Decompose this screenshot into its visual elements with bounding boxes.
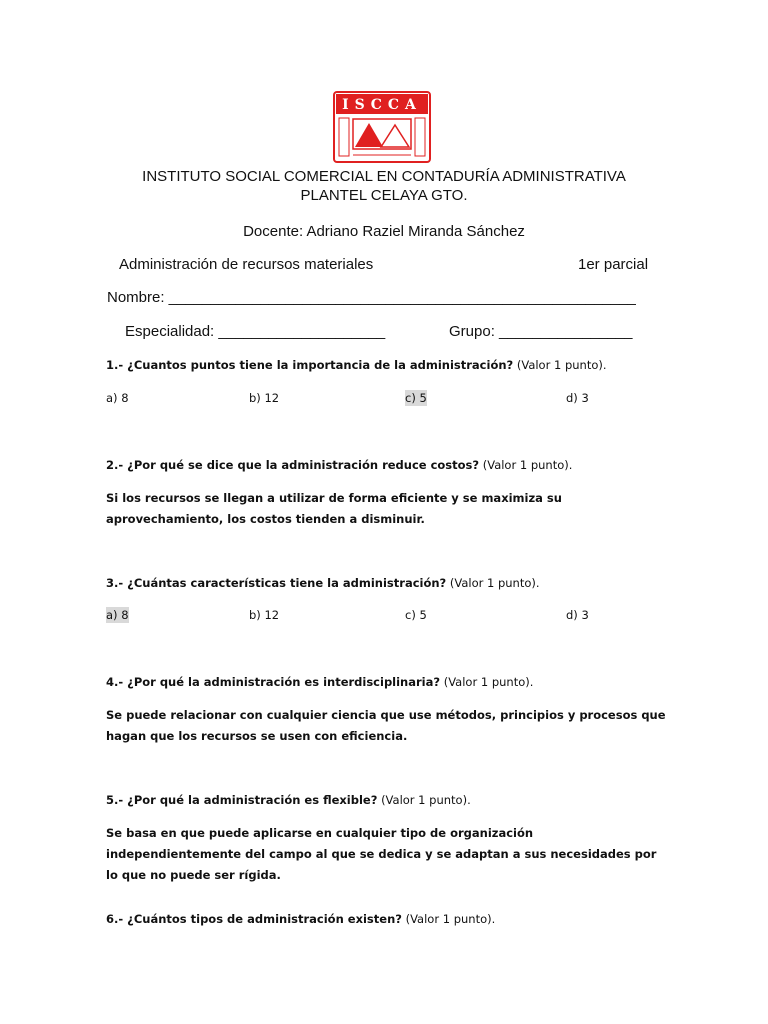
question-1-prompt: 1.- ¿Cuantos puntos tiene la importancia de la administración? xyxy=(106,358,514,372)
question-2-prompt: 2.- ¿Por qué se dice que la administración reduce costos? xyxy=(106,458,480,472)
campus-title: PLANTEL CELAYA GTO. xyxy=(300,187,468,204)
question-3-value: (Valor 1 punto). xyxy=(449,576,540,590)
logo-text: ISCCA xyxy=(342,97,422,113)
question-6-value: (Valor 1 punto). xyxy=(405,912,496,926)
term-line: 1er parcial xyxy=(578,256,649,273)
question-5 xyxy=(106,792,471,808)
question-4 xyxy=(106,674,533,690)
question-3-prompt: 3.- ¿Cuántas características tiene la administración? xyxy=(106,576,447,590)
question-1 xyxy=(106,357,607,373)
question-6-prompt: 6.- ¿Cuántos tipos de administración existen? xyxy=(106,912,402,926)
q3-option-b: b) 12 xyxy=(249,608,280,622)
subject-line: Administración de recursos materiales xyxy=(119,256,374,273)
institute-title: INSTITUTO SOCIAL COMERCIAL EN CONTADURÍA ADMINISTRATIVA xyxy=(142,168,626,185)
answer-4: Se puede relacionar con cualquier ciencia que use métodos, principios y procesos que hagan que los recursos se usen con eficiencia. xyxy=(106,708,666,743)
q3-option-a: a) 8 xyxy=(106,608,129,622)
answer-2: Si los recursos se llegan a utilizar de forma eficiente y se maximiza su aprovechamiento, los costos tienden a disminuir. xyxy=(106,491,562,526)
question-6 xyxy=(106,911,495,927)
group-field: Grupo: ________________ xyxy=(449,323,633,340)
q1-option-a: a) 8 xyxy=(106,391,129,405)
question-3 xyxy=(106,575,540,591)
q1-option-c: c) 5 xyxy=(405,391,427,405)
specialty-field: Especialidad: ____________________ xyxy=(125,323,386,340)
question-5-value: (Valor 1 punto). xyxy=(381,793,471,807)
question-4-value: (Valor 1 punto). xyxy=(443,675,534,689)
question-5-prompt: 5.- ¿Por qué la administración es flexible? xyxy=(106,793,378,807)
school-logo xyxy=(333,91,431,163)
q3-option-c: c) 5 xyxy=(405,608,427,622)
question-4-prompt: 4.- ¿Por qué la administración es interdisciplinaria? xyxy=(106,675,441,689)
q3-option-d: d) 3 xyxy=(566,608,589,622)
question-2-value: (Valor 1 punto). xyxy=(482,458,573,472)
question-2 xyxy=(106,457,572,473)
q1-option-b: b) 12 xyxy=(249,391,280,405)
answer-5: Se basa en que puede aplicarse en cualquier tipo de organización independientemente del campo al que se dedica y se adaptan a sus necesidades por lo que no puede ser rígida. xyxy=(106,826,657,882)
teacher-line: Docente: Adriano Raziel Miranda Sánchez xyxy=(243,223,525,240)
q1-option-d: d) 3 xyxy=(566,391,589,405)
question-1-value: (Valor 1 punto). xyxy=(516,358,607,372)
name-field: Nombre: ________________________________________________________ xyxy=(107,289,636,306)
